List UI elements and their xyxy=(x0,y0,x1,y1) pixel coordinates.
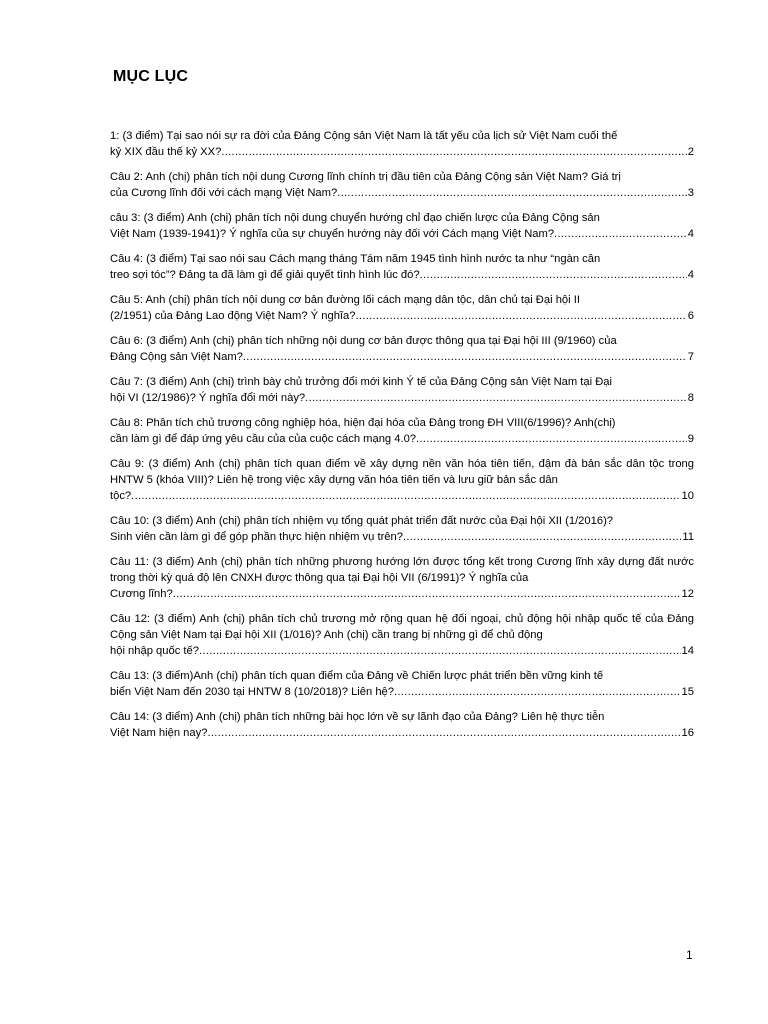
toc-title: MỤC LỤC xyxy=(113,68,189,85)
toc-entry-last-line xyxy=(110,185,694,201)
toc-page-number: 2 xyxy=(687,146,694,158)
toc-entry[interactable] xyxy=(110,709,694,741)
dot-leader xyxy=(207,725,680,741)
dot-leader xyxy=(554,226,687,242)
toc-entry[interactable] xyxy=(110,128,694,160)
toc-page-number: 8 xyxy=(687,392,694,404)
toc-entry-text-end: Việt Nam (1939-1941)? Ý nghĩa của sự chuyển hướng này đối với Cách mạng Việt Nam? xyxy=(110,228,555,240)
toc-entry[interactable] xyxy=(110,251,694,283)
toc-entry-last-line xyxy=(110,144,694,160)
toc-entry-text-end: (2/1951) của Đảng Lao động Việt Nam? Ý nghĩa? xyxy=(110,310,356,322)
toc-entry-last-line xyxy=(110,488,694,504)
toc-entry[interactable] xyxy=(110,456,694,504)
toc-entry-text: Câu 13: (3 điểm)Anh (chị) phân tích quan điểm của Đảng về Chiến lược phát triển bền vững kinh tế xyxy=(110,670,604,682)
toc-entry-last-line xyxy=(110,643,694,659)
toc-entry-text: Câu 10: (3 điểm) Anh (chị) phân tích nhiệm vụ tổng quát phát triển đất nước của Đại hội XII (1/2016)? xyxy=(110,515,614,527)
toc-entry-last-line xyxy=(110,431,694,447)
toc-entry-text-end: Sinh viên cần làm gì để góp phần thực hiện nhiệm vụ trên? xyxy=(110,531,403,543)
toc-entry-last-line xyxy=(110,267,694,283)
toc-entry-last-line xyxy=(110,529,694,545)
toc-entry-text-end: treo sợi tóc”? Đảng ta đã làm gì để giải quyết tình hình lúc đó? xyxy=(110,269,420,281)
dot-leader xyxy=(355,308,686,324)
toc-entry-text: 1: (3 điểm) Tại sao nói sự ra đời của Đảng Cộng sản Việt Nam là tất yếu của lịch sử Việt Nam cuối thế xyxy=(110,130,618,142)
toc-entry-last-line xyxy=(110,586,694,602)
toc-entry-text-end: kỷ XIX đầu thế kỷ XX? xyxy=(110,146,222,158)
toc-entry-text-end: hội nhập quốc tế? xyxy=(110,645,199,657)
toc-entry-text-end: Cương lĩnh? xyxy=(110,588,173,600)
dot-leader xyxy=(305,390,687,406)
toc-entry-text: Câu 9: (3 điểm) Anh (chị) phân tích quan điểm về xây dựng nền văn hóa tiên tiến, đậm đà bản sắc dân tộc trong HNTW 5 (khóa VIII)? Liên hệ trong việc xây dựng văn hóa tiên tiến và lưu giữ bản sắc dân xyxy=(110,458,694,486)
toc-entry-text: Câu 7: (3 điểm) Anh (chị) trình bày chủ trưởng đổi mới kinh Ý tế của Đảng Cộng sản Việt Nam tại Đại xyxy=(110,376,613,388)
toc-entry-text: Câu 12: (3 điểm) Anh (chị) phân tích chủ trương mở rộng quan hệ đối ngoại, chủ động hội nhập quốc tế của Đảng Cộng sản Việt Nam tại Đại hội XII (1/016)? Anh (chị) cần trang bị những gì để chủ động xyxy=(110,613,694,641)
toc-entry[interactable] xyxy=(110,292,694,324)
toc-page-number: 4 xyxy=(687,228,694,240)
toc-entry[interactable] xyxy=(110,374,694,406)
toc-entry-text: câu 3: (3 điểm) Anh (chị) phân tích nội dung chuyển hướng chỉ đạo chiến lược của Đảng Cộng sản xyxy=(110,212,600,224)
toc-entry-text: Câu 14: (3 điểm) Anh (chị) phân tích những bài học lớn về sự lãnh đạo của Đảng? Liên hệ thực tiễn xyxy=(110,711,605,723)
toc-page-number: 12 xyxy=(681,588,694,600)
toc-entry-text-end: Việt Nam hiện nay? xyxy=(110,727,208,739)
toc-entry-text-end: hội VI (12/1986)? Ý nghĩa đổi mới này? xyxy=(110,392,306,404)
toc-entry-last-line xyxy=(110,226,694,242)
toc-entry[interactable] xyxy=(110,169,694,201)
dot-leader xyxy=(403,529,681,545)
toc-entry-text: Câu 4: (3 điểm) Tại sao nói sau Cách mạng tháng Tám năm 1945 tình hình nước ta như “ngàn cân xyxy=(110,253,601,265)
toc-list xyxy=(110,128,694,750)
toc-page-number: 3 xyxy=(687,187,694,199)
dot-leader xyxy=(337,185,687,201)
dot-leader xyxy=(416,431,687,447)
toc-entry-text-end: tộc? xyxy=(110,490,132,502)
toc-entry-last-line xyxy=(110,349,694,365)
dot-leader xyxy=(221,144,686,160)
toc-entry-text-end: của Cương lĩnh đối với cách mạng Việt Nam? xyxy=(110,187,338,199)
toc-page-number: 11 xyxy=(682,531,694,543)
toc-entry-text-end: cần làm gì để đáp ứng yêu cầu của của cuộc cách mạng 4.0? xyxy=(110,433,417,445)
toc-entry-text-end: biển Việt Nam đến 2030 tại HNTW 8 (10/2018)? Liên hệ? xyxy=(110,686,395,698)
toc-entry-text-end: Đảng Cộng sản Việt Nam? xyxy=(110,351,243,363)
toc-page-number: 9 xyxy=(687,433,694,445)
toc-entry[interactable] xyxy=(110,513,694,545)
dot-leader xyxy=(199,643,681,659)
toc-page-number: 6 xyxy=(687,310,694,322)
toc-page-number: 14 xyxy=(681,645,694,657)
toc-entry[interactable] xyxy=(110,668,694,700)
toc-entry[interactable] xyxy=(110,611,694,659)
toc-entry-last-line xyxy=(110,725,694,741)
toc-entry[interactable] xyxy=(110,333,694,365)
page-number: 1 xyxy=(686,948,693,962)
dot-leader xyxy=(173,586,681,602)
toc-entry-text: Câu 6: (3 điểm) Anh (chị) phân tích những nội dung cơ bản được thông qua tại Đại hội III (9/1960) của xyxy=(110,335,617,347)
dot-leader xyxy=(420,267,687,283)
toc-entry-text: Câu 8: Phân tích chủ trương công nghiệp hóa, hiện đại hóa của Đảng trong ĐH VIII(6/1996)? Anh(chị) xyxy=(110,417,616,429)
toc-page-number: 7 xyxy=(687,351,694,363)
toc-entry-text: Câu 11: (3 điểm) Anh (chị) phân tích những phương hướng lớn được tổng kết trong Cương lĩnh xây dựng đất nước trong thời kỳ quá độ lên CNXH được thông qua tại Đại hội VII (6/1991)? Ý nghĩa của xyxy=(110,556,694,584)
toc-entry[interactable] xyxy=(110,415,694,447)
toc-entry-last-line xyxy=(110,308,694,324)
toc-entry[interactable] xyxy=(110,210,694,242)
dot-leader xyxy=(131,488,680,504)
toc-entry-last-line xyxy=(110,390,694,406)
toc-page-number: 4 xyxy=(687,269,694,281)
dot-leader xyxy=(394,684,681,700)
toc-entry-text: Câu 5: Anh (chị) phân tích nội dung cơ bản đường lối cách mạng dân tộc, dân chủ tại Đại hội II xyxy=(110,294,580,306)
toc-page-number: 16 xyxy=(681,727,694,739)
dot-leader xyxy=(243,349,687,365)
toc-entry-text: Câu 2: Anh (chị) phân tích nội dung Cương lĩnh chính trị đầu tiên của Đảng Cộng sản Việt Nam? Giá trị xyxy=(110,171,621,183)
toc-entry[interactable] xyxy=(110,554,694,602)
toc-page-number: 10 xyxy=(681,490,694,502)
toc-page-number: 15 xyxy=(681,686,694,698)
toc-entry-last-line xyxy=(110,684,694,700)
